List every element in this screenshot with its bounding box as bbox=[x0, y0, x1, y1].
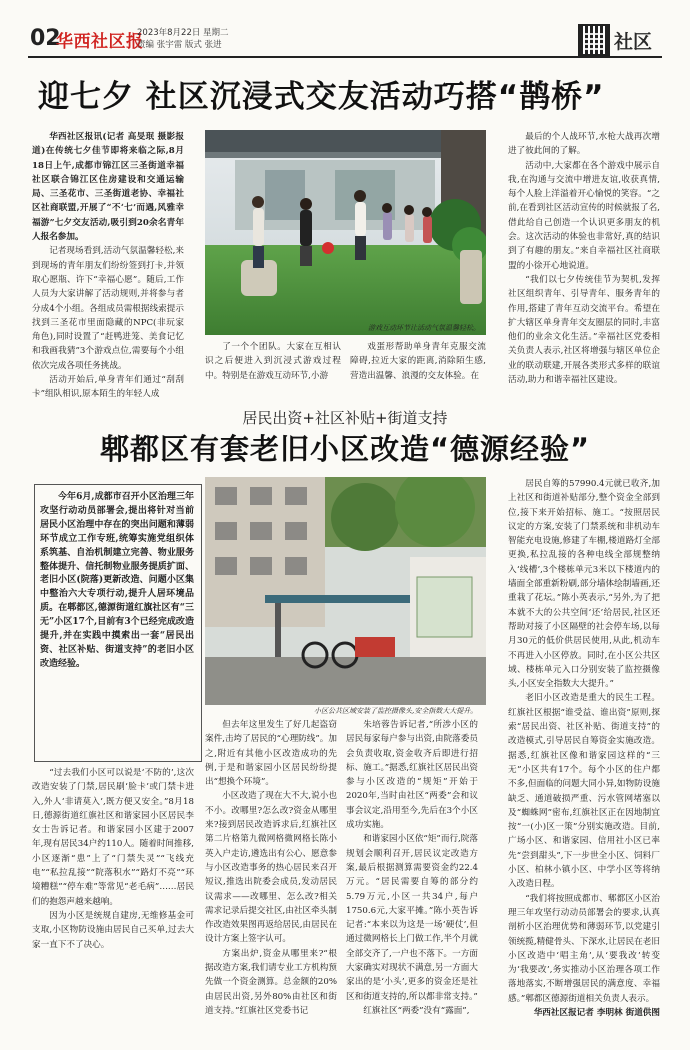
editor-line: 责编 张宇雷 版式 张进 bbox=[137, 40, 222, 50]
paragraph: 最后的个人战环节,水枪大战再次增进了彼此间的了解。 bbox=[508, 132, 660, 157]
paragraph: 方案出炉,资金从哪里来?“根据改造方案,我们请专业工方机构预先做一个资金测算。总金额的20%由居民出资,另外80%由社区和街道支持。”红旗社区党委书记 bbox=[205, 948, 337, 1016]
article1-column-1 bbox=[32, 130, 184, 402]
paragraph: 小区改造了现在大不大,说小也不小。改哪里?怎么改?资金从哪里来?接到居民改造诉求后,红旗社区第二片格第九微网格微网格长陈小英入户走访,遴选出有公心、愿意参与小区改造事务的热心居民来召开短议,推选出院委会成员,发动居民议需求——改哪里、怎么改?相关需求记录后提交社区,由社区牵头制作改造效果图再返给居民,由居民在设计方案上签字认可。 bbox=[205, 791, 337, 945]
article2-column-1 bbox=[32, 766, 194, 1036]
article2-lead-text bbox=[40, 491, 194, 757]
paragraph: 朱培蓉告诉记者,“所涉小区的居民每家每户参与出资,由院落委员会负责收取,资金收齐后即进行招标、施工。”据悉,红旗社区居民出资参与小区改造的“规矩”开始于2020年,当时由社区“两委”会和议事会议定,沿用至今,先后在3个小区成功实施。 bbox=[346, 720, 478, 831]
article2-photo bbox=[205, 477, 486, 705]
article2-column-3 bbox=[346, 718, 478, 1036]
paragraph: 了一个个团队。大家在互相认识之后便进入到沉浸式游戏过程中。特别是在游戏互动环节,小游 bbox=[205, 342, 341, 381]
article1-column-4 bbox=[508, 130, 660, 402]
paragraph: 戏蛋形帮助单身青年克服交流障碍,拉近大家的距离,消除陌生感,营造出温馨、浪漫的交友体验。在 bbox=[350, 342, 486, 381]
paragraph: 记者现场看到,活动气氛温馨轻松,来到现场的青年朋友们纷纷签到打卡,并领取心愿瓶、许下“幸福心愿”。随后,工作人员为大家讲解了活动规则,并将参与者分成4个小组。各组成员需根据线索提示找到三圣花市里面隐藏的NPC(非玩家角色),同时设置了“赶鸭进笼、美食记忆和我画我猜”3个游戏点位,需要每个小组依次完成各项任务挑战。 bbox=[32, 246, 184, 371]
section-title: 社区 bbox=[614, 31, 653, 53]
paragraph: 和谐家园小区依“矩”而行,院落规划会顺利召开,居民议定改造方案,最后根据测算需要资金约22.4万元。“居民需要自筹的部分约5.79万元,小区一共34户,每户1750.6元,大家平摊。”陈小英告诉记者:“本来以为这是一场‘硬仗’,但通过微网格长上门做工作,半个月就全部交齐了,一户也不落下。一方面大家确实对现状不满意,另一方面大家出的是‘小头’,更多的资金还是社区和街道支持的,所以都非常支持。” bbox=[346, 834, 478, 1002]
paragraph: 活动中,大家都在各个游戏中展示自我,在沟通与交流中增进友谊,收获真情,每个人脸上洋溢着开心愉悦的笑容。“之前,在看到社区活动宣传的时候就报了名,借此给自己创造一个认识更多朋友的机会。这次活动的体验也非常好,真的结识到了有趣的朋友。”来自幸福社区社商联盟的小徐开心地说道。 bbox=[508, 160, 660, 271]
article1-column-2 bbox=[205, 340, 341, 400]
article2-headline: 郫都区有套老旧小区改造“德源经验” bbox=[99, 432, 591, 466]
paragraph: 但去年这里发生了好几起盗窃案件,击垮了居民的“心理防线”。加之,附近有其他小区改造成功的先例,于是和谐家园小区居民纷纷提出“想换个环境”。 bbox=[205, 720, 337, 788]
article2-column-4 bbox=[508, 477, 660, 1035]
article1-headline: 迎七夕 社区沉浸式交友活动巧搭“鹊桥” bbox=[38, 79, 605, 115]
paragraph: 活动开始后,单身青年们通过“刮刮卡”组队相识,原本陌生的年轻人成 bbox=[32, 375, 184, 400]
article2-kicker: 居民出资+社区补贴+街道支持 bbox=[242, 409, 448, 427]
qr-code-icon bbox=[578, 24, 610, 56]
paragraph: “我们将按照成都市、郫都区小区治理三年攻坚行动动员部署会的要求,认真剖析小区治理优势和薄弱环节,以党建引领统揽,精健骨头、下深水,让居民在老旧小区改造中‘唱主角’,从‘要我改’转变为‘我要改’,务实推动小区治理各项工作落地落实,不断增强居民的满意度、幸福感。”郫都区德源街道相关负责人表示。 bbox=[508, 893, 660, 1004]
article1-column-3 bbox=[350, 340, 486, 400]
paper-logo: 华西社区报 bbox=[56, 32, 144, 52]
paragraph: 华西社区报讯(记者 高旻珉 摄影报道)在传统七夕佳节即将来临之际,8月18日上午,成都市锦江区三圣街道幸福社区联合锦江区住房建设和交通运输局、三圣花市、三圣街道老协、幸福社区社商联盟,开展了“不‘七’而遇,风雅幸福游”七夕交友活动,吸引到20余名青年人报名参加。 bbox=[32, 132, 184, 243]
article2-column-2 bbox=[205, 718, 337, 1036]
event-photo-illustration bbox=[205, 130, 486, 335]
paragraph: “我们以七夕传统佳节为契机,发挥社区组织青年、引导青年、服务青年的作用,搭建了青年互动交流平台。希望在扩大辖区单身青年交友圈层的同时,丰富他们的业余文化生活。”幸福社区党委相关负责人表示,社区将增强与辖区单位企业的联动联建,开展各类形式多样的联谊活动,助力和谐幸福社区建设。 bbox=[508, 274, 660, 386]
paragraph: 红旗社区“两委”没有“露面”, bbox=[363, 1005, 470, 1016]
paragraph: 因为小区是统规自建房,无维修基金可支取,小区物防设施由居民自己买单,过去大家一直下不了决心。 bbox=[32, 910, 194, 950]
paragraph: 今年6月,成都市召开小区治理三年攻坚行动动员部署会,提出将针对当前居民小区治理中存在的突出问题和薄弱环节成立工作专班,统筹实施党组织体系筑基、自治机制建立完善、物业服务整体提升、信托制物业服务提质扩面、老旧小区(院落)更新改造、问题小区集中整治六大专项行动,提升人居环境品质。在郫都区,德源街道红旗社区有“三无”小区17个,目前有3个已经完成改造提升,并在实践中摸索出一套“居民出资、社区补贴、街道支持”的老旧小区改造经验。 bbox=[40, 492, 194, 669]
paragraph: 华西社区报记者 李明林 街道供图 bbox=[533, 1007, 660, 1018]
article1-photo bbox=[205, 130, 486, 335]
article1-photo-caption: 游戏互动环节让活动气氛温馨轻松。 bbox=[368, 324, 480, 332]
page-number: 02 bbox=[30, 26, 61, 51]
paragraph: 居民自筹的57990.4元就已收齐,加上社区和街道补贴部分,整个资金全部到位,接下来开始招标、施工。“按照居民议定的方案,安装了门禁系统和非机动车智能充电设施,修建了车棚,楼道路灯全部更换,私拉乱接的各种电线全部规整纳入‘线槽’,3个楼栋单元3米以下楼道内的墙面全部重新粉刷,部分墙体绘制墙画,还重栽了花坛。”陈小英表示,“另外,为了把本就不大的公共空间‘还’给居民,社区还帮助对接了小区隔壁的社会停车场,以每月30元的低价供居民使用,从此,机动车不再进入小区停放。同时,在小区公共区域、楼栋单元入口分别安装了监控摄像头,小区安全指数大大提升。” bbox=[508, 479, 660, 690]
paragraph: 老旧小区改造是重大的民生工程。红旗社区根据“谁受益、谁出资”原则,探索“居民出资、社区补贴、街道支持”的改造模式,引导居民自筹资金实施改造。据悉,红旗社区像和谐家园这样的“三无”小区共有17个。每个小区的住户都不多,但面临的问题大同小异,如物防设施缺乏、通道破损严重、污水管网堵塞以及“蜘蛛网”密布,红旗社区正在因地制宜按“一(小)区一策”分别实施改造。目前,广场小区、和谐家园、信用社小区已率先“尝到甜头”,下一步世全小区、饲料厂小区、柏林小镇小区、中学小区等将纳入改造日程。 bbox=[508, 693, 660, 890]
article2-photo-caption: 小区公共区域安装了监控摄像头,安全指数大大提升。 bbox=[314, 707, 478, 715]
paragraph: “过去我们小区可以说是‘不防的’,这次改造安装了门禁,居民刷‘脸卡’或门禁卡进入,外人‘非请莫入’,既方便又安全。”8月18日,德源街道红旗社区和谐家园小区居民李女士告诉记者。和谐家园小区建于2007年,现有居民34户约110人。随着时间推移,小区逐渐“患”上了“门禁失灵”“飞线充电”“私拉乱接”“院落积水”“路灯不亮”“环境糟糕”“停车难”等常见“老毛病”……居民们的抱怨声越来越响。 bbox=[32, 768, 194, 907]
issue-date: 2023年8月22日 星期二 bbox=[137, 28, 229, 38]
residential-photo-illustration bbox=[205, 477, 486, 705]
header-rule bbox=[28, 56, 662, 58]
